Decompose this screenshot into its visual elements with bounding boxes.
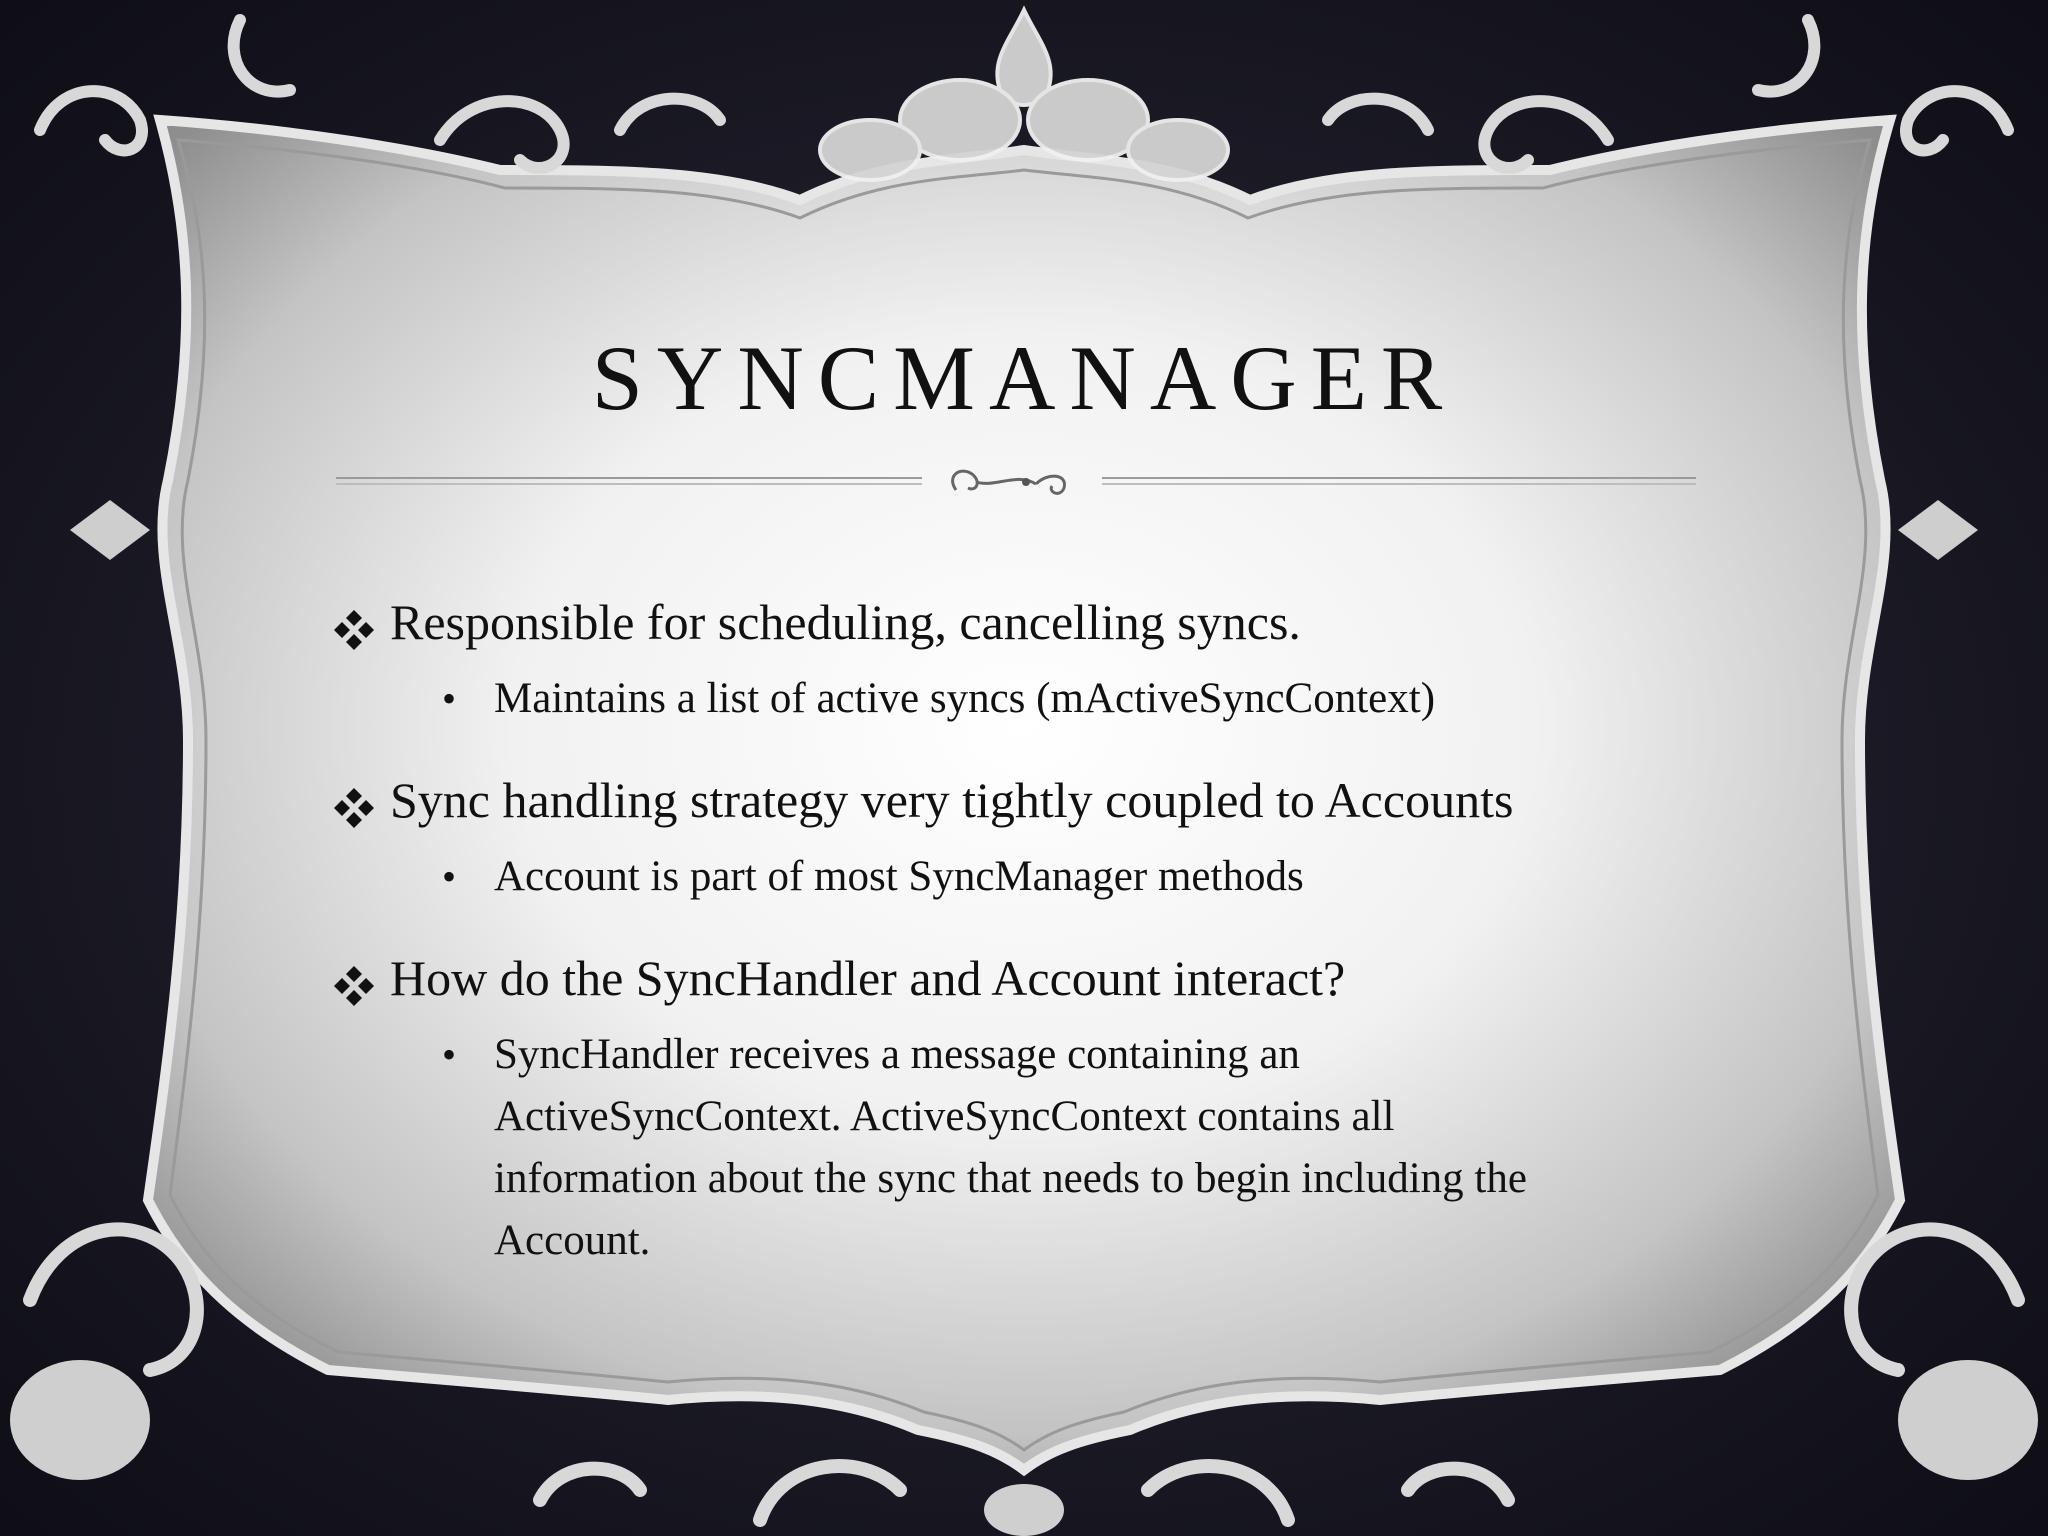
sub-bullet-item-1 <box>330 668 1730 730</box>
bullet-item-2 <box>330 768 1730 832</box>
sub-bullet-item-3 <box>330 1024 1604 1272</box>
sub-bullet-dot: • <box>442 854 457 899</box>
bullet-list <box>330 590 1730 1310</box>
bullet-item-3 <box>330 946 1730 1010</box>
four-diamond-icon <box>332 786 376 830</box>
flourish-divider-icon <box>336 462 1696 502</box>
sub-bullet-item-2 <box>330 846 1730 908</box>
four-diamond-icon <box>332 964 376 1008</box>
four-diamond-icon <box>332 608 376 652</box>
bullet-item-1 <box>330 590 1730 654</box>
bullet-text: Responsible for scheduling, cancelling syncs. <box>390 594 1301 650</box>
sub-bullet-dot: • <box>442 676 457 721</box>
sub-bullet-text: Maintains a list of active syncs (mActiveSyncContext) <box>494 675 1436 722</box>
bullet-text: How do the SyncHandler and Account interact? <box>390 950 1346 1006</box>
bullet-text: Sync handling strategy very tightly coupled to Accounts <box>390 772 1514 828</box>
sub-bullet-text: Account is part of most SyncManager methods <box>494 853 1304 900</box>
sub-bullet-dot: • <box>442 1032 457 1077</box>
sub-bullet-text: SyncHandler receives a message containing an ActiveSyncContext. ActiveSyncContext contains all information about the sync that needs to begin including the Account. <box>494 1031 1527 1264</box>
slide-title: SYNCMANAGER <box>591 327 1457 429</box>
